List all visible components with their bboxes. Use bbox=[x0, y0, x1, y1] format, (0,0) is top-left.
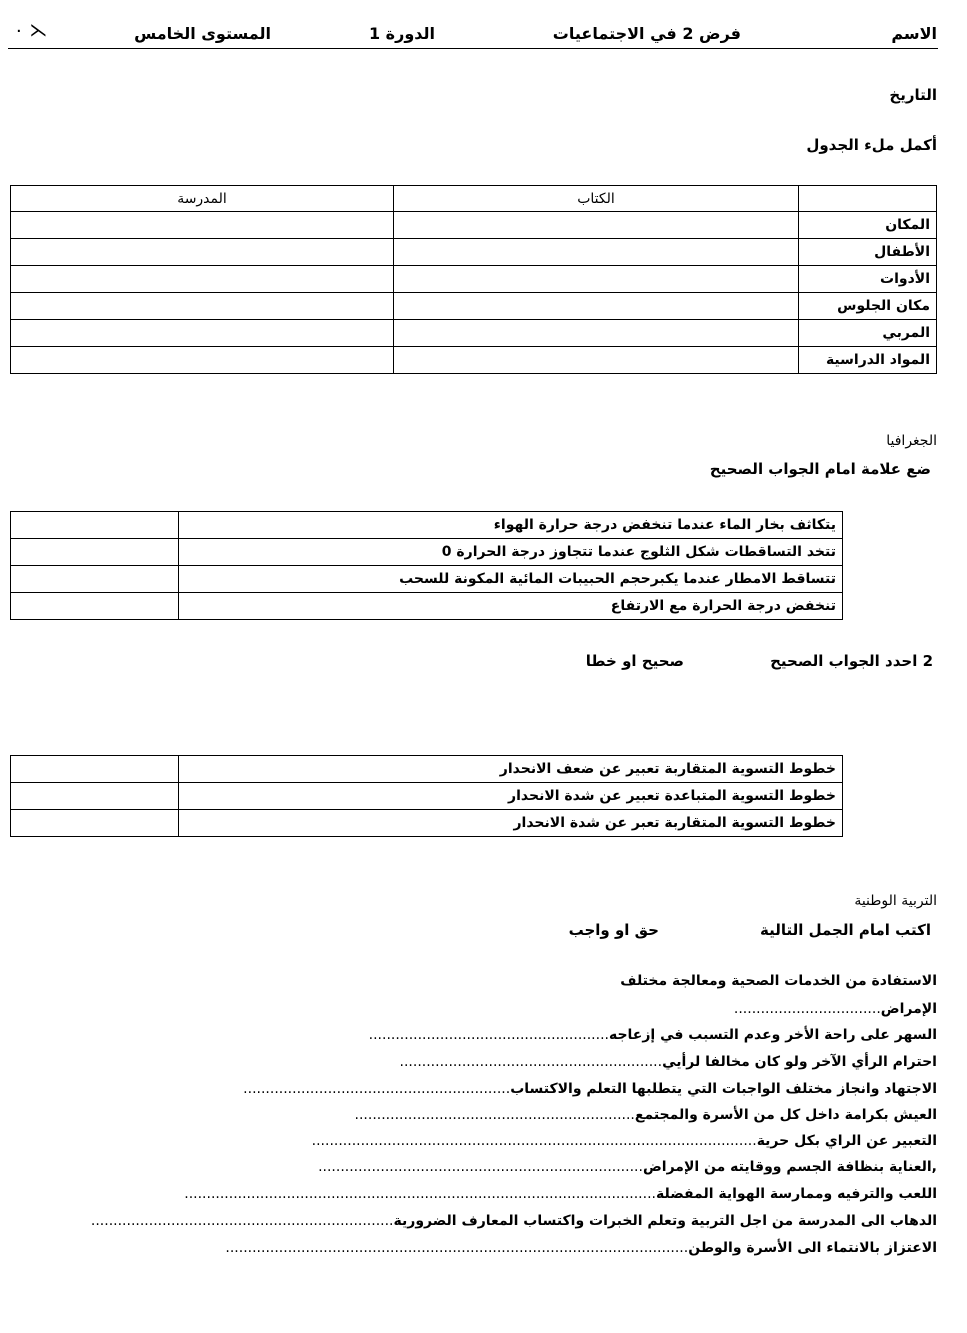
answer-cell[interactable] bbox=[394, 320, 799, 347]
geography-title: الجغرافيا bbox=[886, 433, 937, 449]
civics-instruction: اكتب امام الجمل التالية bbox=[760, 921, 931, 939]
table-row bbox=[11, 293, 937, 320]
answer-cell[interactable] bbox=[394, 347, 799, 374]
answer-cell[interactable] bbox=[394, 212, 799, 239]
answer-cell[interactable] bbox=[11, 810, 179, 837]
civics-item: احترام الرأي الآخر ولو كان مخالفا لرأيي........................................................... bbox=[399, 1054, 937, 1070]
answer-blank[interactable]: ............................................................... bbox=[354, 1107, 635, 1123]
civics-title: التربية الوطنية bbox=[854, 893, 937, 909]
answer-blank[interactable]: ........................................................... bbox=[399, 1054, 663, 1070]
level-label: المستوى الخامس bbox=[134, 24, 271, 43]
statement-cell: تتخد التساقطات شكل الثلوج عندما تتجاوز درجة الحرارة 0 bbox=[179, 539, 843, 566]
test-title: فرض 2 في الاجتماعيات bbox=[552, 24, 741, 43]
row-label: الأدوات bbox=[799, 266, 937, 293]
answer-cell[interactable] bbox=[11, 566, 179, 593]
answer-cell[interactable] bbox=[394, 293, 799, 320]
statement-cell: خطوط التسوية المتقاربة تعبير عن ضعف الانحدار bbox=[179, 756, 843, 783]
table-corner bbox=[799, 186, 937, 212]
row-label: الأطفال bbox=[799, 239, 937, 266]
table-row bbox=[11, 320, 937, 347]
statement-cell: خطوط التسوية المتقاربة تعبر عن شدة الانحدار bbox=[179, 810, 843, 837]
statement-cell: يتكاثف بخار الماء عندما تنخفض درجة حرارة الهواء bbox=[179, 512, 843, 539]
answer-cell[interactable] bbox=[11, 593, 179, 620]
table-row bbox=[11, 347, 937, 374]
col-header-book: الكتاب bbox=[394, 186, 799, 212]
answer-blank[interactable]: ........................................................................................................ bbox=[225, 1240, 689, 1256]
section2-options: صحيح او خطا bbox=[585, 652, 684, 670]
answer-cell[interactable] bbox=[11, 756, 179, 783]
civics-item: الاستفادة من الخدمات الصحية ومعالجة مختلف bbox=[620, 973, 937, 989]
answer-blank[interactable]: .......................................................................................................... bbox=[184, 1186, 656, 1202]
contour-table bbox=[10, 755, 843, 837]
table-row bbox=[11, 539, 843, 566]
answer-blank[interactable]: .................................................................................................... bbox=[311, 1133, 757, 1149]
answer-cell[interactable] bbox=[11, 320, 394, 347]
header-rule bbox=[8, 48, 938, 49]
answer-cell[interactable] bbox=[11, 512, 179, 539]
civics-item: العيش بكرامة داخل كل من الأسرة والمجتمع............................................................... bbox=[354, 1107, 937, 1123]
session-label: الدورة 1 bbox=[368, 24, 435, 43]
answer-cell[interactable] bbox=[11, 212, 394, 239]
table-row bbox=[11, 756, 843, 783]
row-label: المربي bbox=[799, 320, 937, 347]
answer-blank[interactable]: ......................................................................... bbox=[318, 1159, 643, 1175]
answer-cell[interactable] bbox=[394, 239, 799, 266]
civics-options: حق او واجب bbox=[568, 921, 659, 939]
name-label: الاسم bbox=[891, 24, 937, 43]
civics-item: الاجتهاد وانجاز مختلف الواجبات التي يتطلبها التعلم والاكتساب............................................................ bbox=[243, 1081, 937, 1097]
answer-cell[interactable] bbox=[11, 783, 179, 810]
civics-item: التعبير عن الراي بكل حرية.................................................................................................... bbox=[311, 1133, 937, 1149]
table-row bbox=[11, 783, 843, 810]
answer-blank[interactable]: .................................................................... bbox=[90, 1213, 394, 1229]
table-row bbox=[11, 212, 937, 239]
table-row bbox=[11, 593, 843, 620]
civics-item: اللعب والترفيه وممارسة الهواية المفضلة.......................................................................................................... bbox=[184, 1186, 937, 1202]
table-row bbox=[11, 566, 843, 593]
corner-mark: ⋌ ۰ bbox=[14, 20, 48, 41]
statement-cell: تنخفض درجة الحرارة مع الارتفاع bbox=[179, 593, 843, 620]
row-label: المواد الدراسية bbox=[799, 347, 937, 374]
statement-cell: خطوط التسوية المتباعدة تعبير عن شدة الانحدار bbox=[179, 783, 843, 810]
row-label: مكان الجلوس bbox=[799, 293, 937, 320]
civics-item: الدهاب الى المدرسة من اجل التربية وتعلم الخبرات واكتساب المعارف الضرورية.................................................................... bbox=[90, 1213, 937, 1229]
civics-item: الاعتزاز بالانتماء الى الأسرة والوطن........................................................................................................ bbox=[225, 1240, 937, 1256]
answer-cell[interactable] bbox=[11, 347, 394, 374]
statement-cell: تتساقط الامطار عندما يكبرحجم الحبيبات المائية المكونة للسحب bbox=[179, 566, 843, 593]
answer-cell[interactable] bbox=[11, 266, 394, 293]
answer-cell[interactable] bbox=[11, 293, 394, 320]
answer-blank[interactable]: ...................................................... bbox=[368, 1027, 609, 1043]
answer-cell[interactable] bbox=[394, 266, 799, 293]
geography-table bbox=[10, 511, 843, 620]
civics-item: السهر على راحة الأخر وعدم التسبب في إزعاجه...................................................... bbox=[368, 1027, 937, 1043]
section2-instruction: 2 احدد الجواب الصحيح bbox=[770, 652, 933, 670]
table-instruction: أكمل ملء الجدول bbox=[806, 136, 937, 154]
geography-instruction: ضع علامة امام الجواب الصحيح bbox=[709, 460, 931, 478]
table-row bbox=[11, 266, 937, 293]
civics-item: الإمراض................................. bbox=[733, 1001, 937, 1017]
answer-blank[interactable]: ............................................................ bbox=[243, 1081, 511, 1097]
answer-blank[interactable]: ................................. bbox=[733, 1001, 881, 1017]
civics-item: ,العناية بنظافة الجسم ووقايته من الإمراض......................................................................... bbox=[318, 1159, 937, 1175]
table-row bbox=[11, 810, 843, 837]
comparison-table bbox=[10, 185, 937, 374]
table-row bbox=[11, 239, 937, 266]
answer-cell[interactable] bbox=[11, 539, 179, 566]
answer-cell[interactable] bbox=[11, 239, 394, 266]
date-label: التاريخ bbox=[889, 86, 937, 104]
col-header-school: المدرسة bbox=[11, 186, 394, 212]
row-label: المكان bbox=[799, 212, 937, 239]
table-row bbox=[11, 512, 843, 539]
